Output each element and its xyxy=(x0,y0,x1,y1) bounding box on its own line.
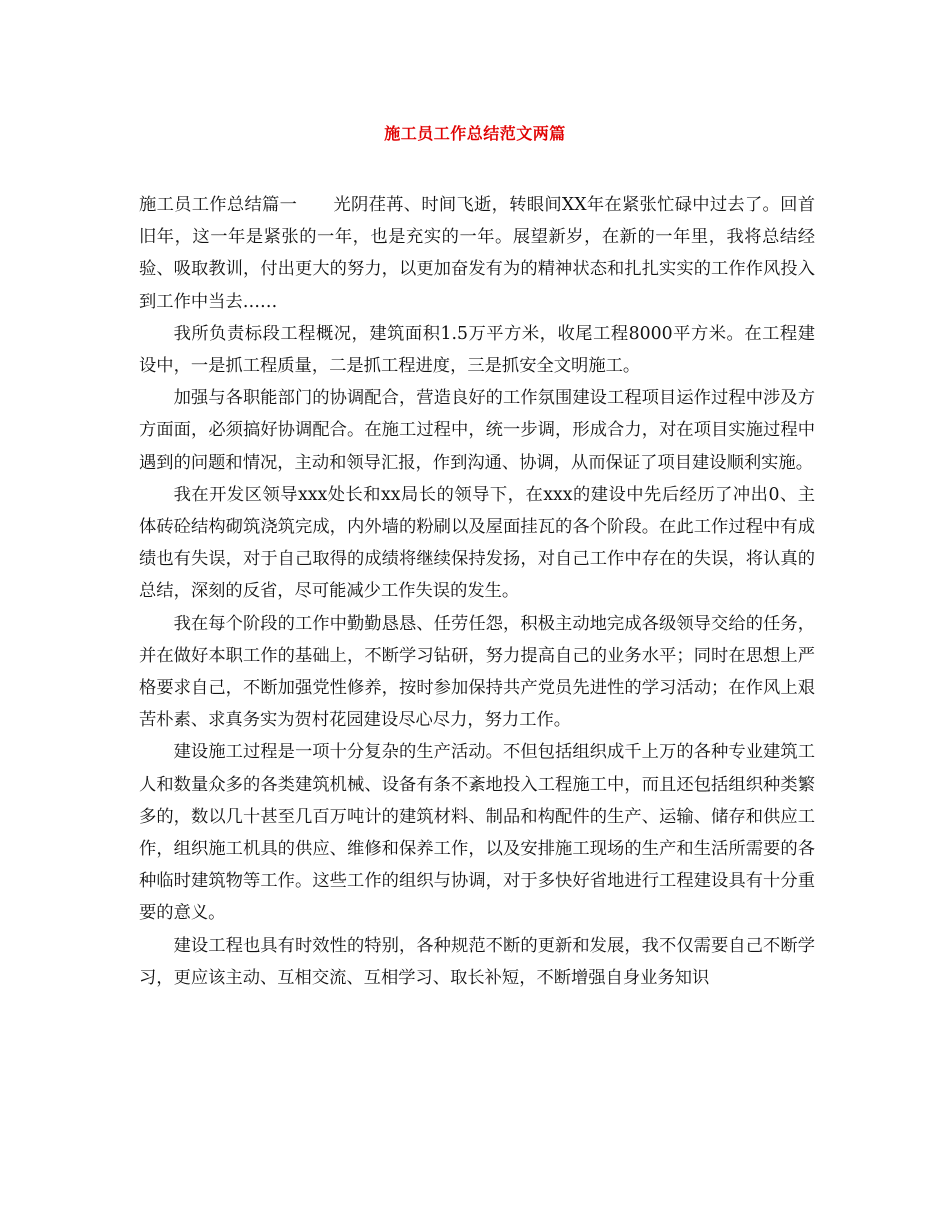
document-title: 施工员工作总结范文两篇 xyxy=(384,124,566,143)
paragraph-5: 我在每个阶段的工作中勤勤恳恳、任劳任怨，积极主动地完成各级领导交给的任务，并在做好本职工作的基础上，不断学习钻研，努力提高自己的业务水平；同时在思想上严格要求自己，不断加强党性修养，按时参加保持共产党员先进性的学习活动；在作风上艰苦朴素、求真务实为贺村花园建设尽心尽力，努力工作。 xyxy=(139,613,815,731)
document-body xyxy=(139,189,815,994)
paragraph-1-text: 光阴荏苒、时间飞逝，转眼间XX年在紧张忙碌中过去了。回首旧年，这一年是紧张的一年，也是充实的一年。展望新岁，在新的一年里，我将总结经验、吸取教训，付出更大的努力，以更加奋发有为的精神状态和扎扎实实的工作作风投入到工作中当去…… xyxy=(139,195,815,312)
paragraph-1 xyxy=(139,189,815,318)
paragraph-6: 建设施工过程是一项十分复杂的生产活动。不但包括组织成千上万的各种专业建筑工人和数量众多的各类建筑机械、设备有条不紊地投入工程施工中，而且还包括组织种类繁多的，数以几十甚至几百万吨计的建筑材料、制品和构配件的生产、运输、储存和供应工作，组织施工机具的供应、维修和保养工作，以及安排施工现场的生产和生活所需要的各种临时建筑物等工作。这些工作的组织与协调，对于多快好省地进行工程建设具有十分重要的意义。 xyxy=(139,742,815,924)
paragraph-7: 建设工程也具有时效性的特别，各种规范不断的更新和发展，我不仅需要自己不断学习，更应该主动、互相交流、互相学习、取长补短，不断增强自身业务知识 xyxy=(139,935,815,988)
section-heading: 施工员工作总结篇一 xyxy=(139,195,298,215)
paragraph-4: 我在开发区领导xxx处长和xx局长的领导下，在xxx的建设中先后经历了冲出0、主体砖砼结构砌筑浇筑完成，内外墙的粉刷以及屋面挂瓦的各个阶段。在此工作过程中有成绩也有失误，对于自己取得的成绩将继续保持发扬，对自己工作中存在的失误，将认真的总结，深刻的反省，尽可能减少工作失误的发生。 xyxy=(139,484,815,602)
paragraph-2: 我所负责标段工程概况，建筑面积1.5万平方米，收尾工程8000平方米。在工程建设中，一是抓工程质量，二是抓工程进度，三是抓安全文明施工。 xyxy=(139,323,815,377)
paragraph-3: 加强与各职能部门的协调配合，营造良好的工作氛围建设工程项目运作过程中涉及方方面面，必须搞好协调配合。在施工过程中，统一步调，形成合力，对在项目实施过程中遇到的问题和情况，主动和领导汇报，作到沟通、协调，从而保证了项目建设顺利实施。 xyxy=(139,388,815,473)
